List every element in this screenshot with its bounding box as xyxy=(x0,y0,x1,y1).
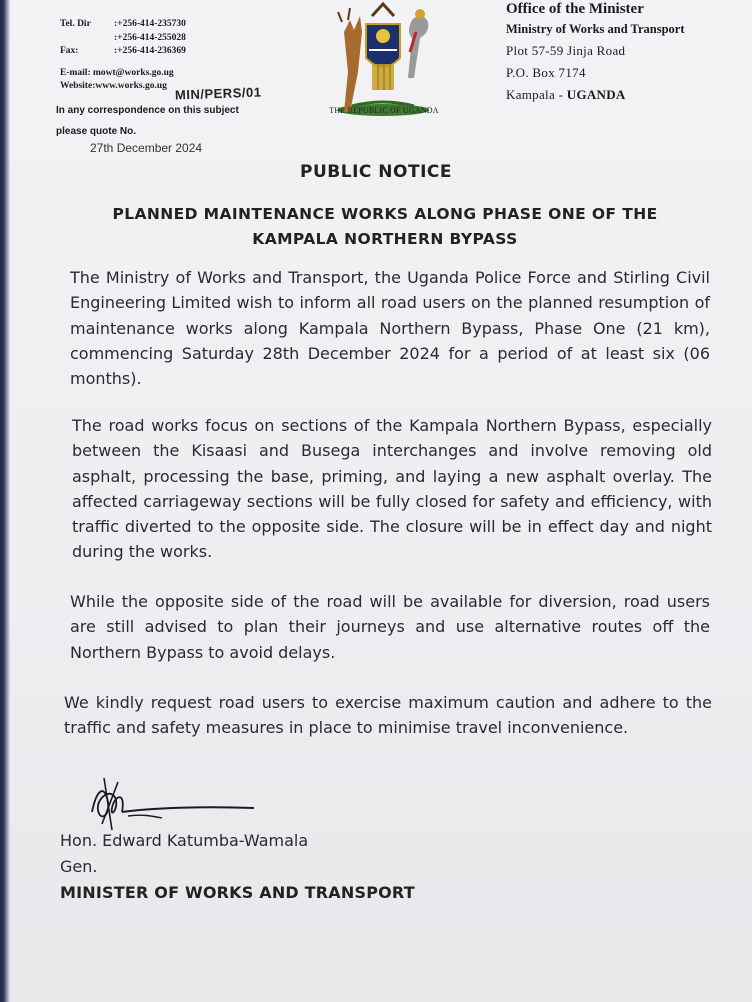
tel-number-1: :+256-414-235730 xyxy=(114,19,186,29)
correspondence-line-2: please quote No. xyxy=(56,126,137,137)
headline-line-2: KAMPALA NORTHERN BYPASS xyxy=(252,230,518,248)
signatory-block xyxy=(60,828,308,880)
handwritten-signature xyxy=(82,772,262,832)
plot-address: Plot 57-59 Jinja Road xyxy=(506,43,626,58)
binding-edge xyxy=(0,0,10,1002)
republic-caption: THE REPUBLIC OF UGANDA xyxy=(329,106,439,115)
website-address: Website:www.works.go.ug xyxy=(60,81,167,91)
correspondence-note xyxy=(56,100,239,142)
reference-number: MIN/PERS/01 xyxy=(174,84,262,103)
paragraph-1: The Ministry of Works and Transport, the Uganda Police Force and Stirling Civil Engineering Limited wish to inform all road users on the planned resumption of maintenance works along Kampala Northern Bypass, Phase One (21 km), commencing Saturday 28th December 2024 for a period of at least six (06 months). xyxy=(70,268,710,389)
fax-number: :+256-414-236369 xyxy=(114,46,186,56)
signatory-title: MINISTER OF WORKS AND TRANSPORT xyxy=(60,883,415,902)
signatory-name: Hon. Edward Katumba-Wamala xyxy=(60,831,309,850)
notice-heading: PUBLIC NOTICE xyxy=(300,162,452,182)
paragraph-4: We kindly request road users to exercise maximum caution and adhere to the traffic and safety measures in place to minimise travel inconvenience. xyxy=(64,693,712,738)
city-name: Kampala - xyxy=(506,87,567,102)
tel-label: Tel. Dir xyxy=(60,19,91,29)
tel-number-2: :+256-414-255028 xyxy=(114,32,186,43)
country-name: UGANDA xyxy=(566,87,626,102)
contact-block xyxy=(60,18,186,94)
correspondence-line-1: In any correspondence on this subject xyxy=(56,105,239,116)
fax-label: Fax: xyxy=(60,46,79,56)
notice-headline xyxy=(60,202,710,252)
paragraph-2: The road works focus on sections of the Kampala Northern Bypass, especially between the Kisaasi and Busega interchanges and involve removing old asphalt, processing the base, priming, and laying a new asphalt overlay. The affected carriageway sections will be fully closed for safety and efficiency, with traffic diverted to the opposite side. The closure will be in effect day and night during the works. xyxy=(72,416,712,562)
ministry-name: Ministry of Works and Transport xyxy=(506,22,685,36)
office-address-block xyxy=(506,0,685,106)
office-title: Office of the Minister xyxy=(506,1,644,17)
city-line xyxy=(506,84,685,106)
headline-line-1: PLANNED MAINTENANCE WORKS ALONG PHASE ONE OF THE xyxy=(112,205,658,223)
paragraph-3: While the opposite side of the road will be available for diversion, road users are still advised to plan their journeys and use alternative routes off the Northern Bypass to avoid delays. xyxy=(70,592,710,662)
letter-date: 27th December 2024 xyxy=(90,141,203,155)
signatory-rank: Gen. xyxy=(60,857,98,876)
email-address: E-mail: mowt@works.go.ug xyxy=(60,67,174,78)
po-box: P.O. Box 7174 xyxy=(506,65,586,80)
uganda-coat-of-arms-icon xyxy=(322,2,444,117)
